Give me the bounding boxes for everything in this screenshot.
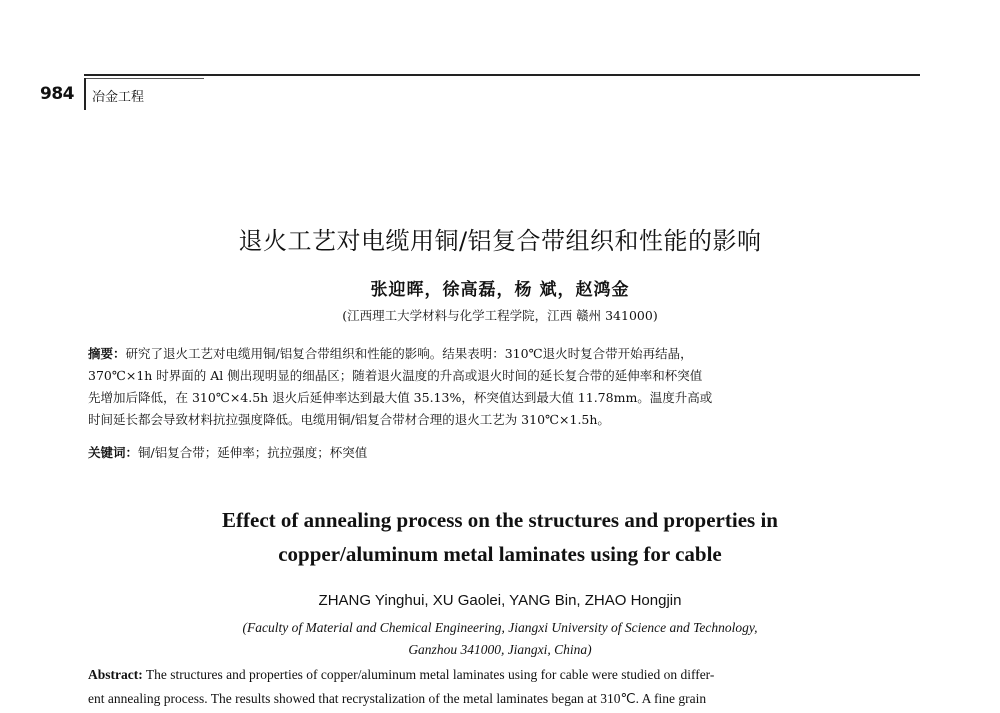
- header-rule-accent: [84, 78, 204, 79]
- en-affiliation: [0, 617, 1000, 661]
- en-title: [0, 503, 1000, 571]
- en-authors: ZHANG Yinghui, XU Gaolei, YANG Bin, ZHAO Hongjin: [318, 592, 682, 609]
- cn-title: 退火工艺对电缆用铜/铝复合带组织和性能的影响: [238, 227, 762, 255]
- cn-abstract-line: 370℃×1h 时界面的 Al 侧出现明显的细晶区；随着退火温度的升高或退火时间的延长复合带的延伸率和杯突值: [88, 368, 703, 383]
- cn-abstract: [88, 343, 918, 431]
- en-title-line: copper/aluminum metal laminates using for cable: [278, 542, 722, 566]
- cn-abstract-label: 摘要：: [88, 346, 126, 361]
- cn-abstract-line: [88, 343, 918, 365]
- en-affiliation-line: (Faculty of Material and Chemical Engineering, Jiangxi University of Science and Technology,: [242, 620, 758, 635]
- en-abstract: [88, 663, 918, 711]
- en-abstract-label: Abstract:: [88, 667, 143, 682]
- cn-abstract-line: 时间延长都会导致材料抗拉强度降低。电缆用铜/铝复合带材合理的退火工艺为 310℃×1.5h。: [88, 412, 610, 427]
- page-header: [40, 74, 920, 114]
- cn-abstract-text: 研究了退火工艺对电缆用铜/铝复合带组织和性能的影响。结果表明：310℃退火时复合带开始再结晶，: [125, 346, 693, 361]
- cn-abstract-line: 先增加后降低，在 310℃×4.5h 退火后延伸率达到最大值 35.13%，杯突值达到最大值 11.78mm。温度升高或: [88, 390, 713, 405]
- en-abstract-line: ent annealing process. The results showed that recrystalization of the metal laminates began at 310℃. A fine grain: [88, 691, 707, 706]
- page-number: 984: [40, 84, 74, 104]
- cn-keywords-text: 铜/铝复合带；延伸率；抗拉强度；杯突值: [138, 445, 368, 460]
- cn-keywords-label: 关键词：: [88, 445, 139, 460]
- cn-keywords: [88, 442, 918, 464]
- en-abstract-line: [88, 663, 918, 687]
- header-rule: [84, 74, 920, 76]
- cn-authors: 张迎晖，徐高磊，杨 斌，赵鸿金: [370, 280, 630, 300]
- en-title-line: Effect of annealing process on the structures and properties in: [222, 508, 778, 532]
- en-abstract-text: The structures and properties of copper/aluminum metal laminates using for cable were studied on differ-: [142, 667, 715, 682]
- en-affiliation-line: Ganzhou 341000, Jiangxi, China): [408, 642, 592, 657]
- journal-name: 冶金工程: [92, 90, 145, 105]
- cn-affiliation: (江西理工大学材料与化学工程学院，江西 赣州 341000): [342, 308, 658, 323]
- header-divider: [84, 78, 86, 110]
